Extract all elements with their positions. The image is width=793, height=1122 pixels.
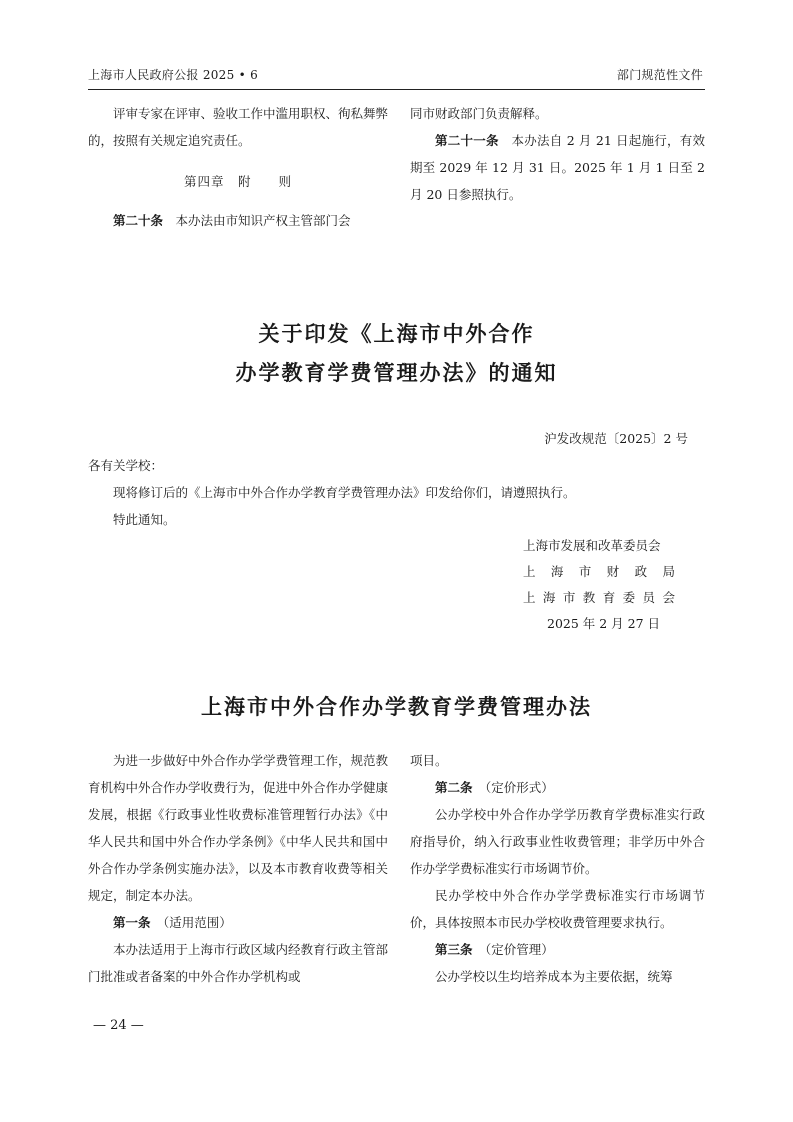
notice-body: 现将修订后的《上海市中外合作办学教育学费管理办法》印发给你们，请遵照执行。	[113, 485, 576, 500]
article-1-label: 第一条	[113, 915, 151, 930]
signatory-2: 上 海 市 财 政 局	[523, 564, 675, 579]
article-1-text: 本办法适用于上海市行政区域内经教育行政主管部门批准或者备案的中外合作办学机构或	[88, 942, 389, 984]
article-2-heading	[410, 774, 705, 801]
header-divider	[88, 89, 705, 90]
notice-title-line-2: 办学教育学费管理办法》的通知	[235, 361, 558, 385]
article-20-label: 第二十条	[113, 213, 164, 228]
signatory-1: 上海市发展和改革委员会	[523, 538, 661, 553]
bulletin-header-title: 上海市人民政府公报 2025 • 6	[88, 68, 259, 82]
article-1-subtitle: （适用范围）	[163, 915, 232, 930]
notice-date: 2025 年 2 月 27 日	[547, 616, 661, 631]
article-2-label: 第二条	[435, 780, 473, 795]
article-21-label: 第二十一条	[435, 133, 499, 148]
regulation-preamble: 为进一步做好中外合作办学学费管理工作，规范教育机构中外合作办学收费行为，促进中外合作办学健康发展，根据《行政事业性收费标准管理暂行办法》《中华人民共和国中外合作办学条例》《中华人民共和国中外合作办学条例实施办法》，以及本市教育收费等相关规定，制定本办法。	[88, 753, 389, 903]
page-number: — 24 —	[93, 1018, 144, 1033]
article-20	[88, 207, 388, 234]
salutation: 各有关学校：	[88, 458, 164, 473]
document-number: 沪发改规范〔2025〕2 号	[544, 431, 688, 446]
article-3-label: 第三条	[435, 942, 473, 957]
article-2-paragraph-1: 公办学校中外合作办学学历教育学费标准实行政府指导价，纳入行政事业性收费管理；非学历中外合作办学学费标准实行市场调节价。	[410, 807, 705, 876]
article-3-text: 公办学校以生均培养成本为主要依据，统筹	[435, 969, 673, 984]
article-3-subtitle: （定价管理）	[485, 942, 554, 957]
regulation-right-column	[410, 747, 705, 990]
prev-right-column	[410, 100, 705, 208]
article-3-heading	[410, 936, 705, 963]
article-1-heading	[88, 909, 388, 936]
prev-right-paragraph: 同市财政部门负责解释。	[410, 106, 548, 121]
prev-paragraph: 评审专家在评审、验收工作中滥用职权、徇私舞弊的，按照有关规定追究责任。	[88, 106, 389, 148]
prev-left-column	[88, 100, 388, 234]
article-21	[410, 127, 705, 208]
signatory-block	[523, 533, 675, 637]
signatory-3: 上 海 市 教 育 委 员 会	[523, 590, 675, 605]
regulation-left-column	[88, 747, 388, 990]
article-2-subtitle: （定价形式）	[485, 780, 554, 795]
section-header-label: 部门规范性文件	[616, 68, 703, 82]
notice-closing: 特此通知。	[113, 512, 176, 527]
article-20-text: 本办法由市知识产权主管部门会	[163, 213, 351, 228]
chapter-heading: 第四章 附 则	[183, 174, 292, 189]
regulation-continued: 项目。	[410, 753, 448, 768]
article-21-text: 本办法自 2 月 21 日起施行，有效期至 2029 年 12 月 31 日。2025 年 1 月 1 日至 2 月 20 日参照执行。	[410, 133, 705, 202]
regulation-title: 上海市中外合作办学教育学费管理办法	[201, 695, 592, 719]
notice-title-line-1: 关于印发《上海市中外合作	[258, 322, 535, 346]
article-2-paragraph-2: 民办学校中外合作办学学费标准实行市场调节价，具体按照本市民办学校收费管理要求执行。	[410, 888, 705, 930]
